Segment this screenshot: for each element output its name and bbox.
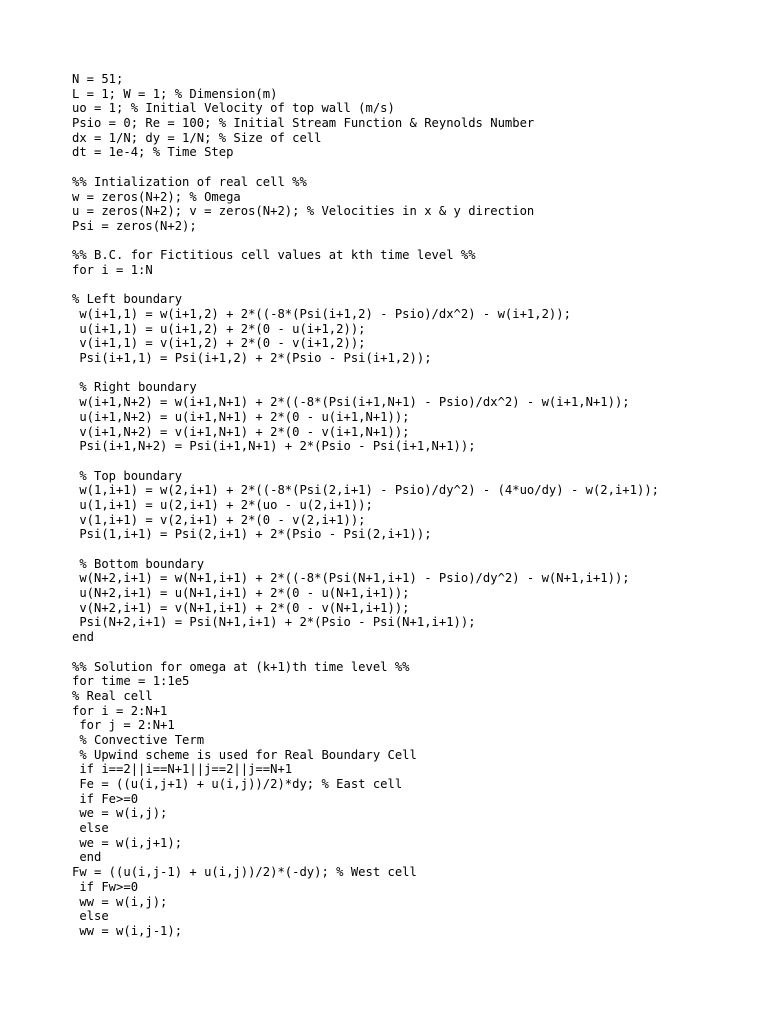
code-line: Fw = ((u(i,j-1) + u(i,j))/2)*(-dy); % West cell bbox=[72, 865, 417, 880]
code-line: end bbox=[72, 630, 95, 645]
code-line: w(1,i+1) = w(2,i+1) + 2*((-8*(Psi(2,i+1) - Psio)/dy^2) - (4*uo/dy) - w(2,i+1)); bbox=[72, 483, 659, 498]
code-line: Psi(1,i+1) = Psi(2,i+1) + 2*(Psio - Psi(2,i+1)); bbox=[72, 527, 432, 542]
code-line bbox=[72, 645, 659, 660]
code-line: else bbox=[72, 821, 109, 836]
code-line: v(i+1,N+2) = v(i+1,N+1) + 2*(0 - v(i+1,N+1)); bbox=[72, 424, 410, 439]
code-line: Psi(i+1,N+2) = Psi(i+1,N+1) + 2*(Psio - Psi(i+1,N+1)); bbox=[72, 439, 476, 454]
code-listing bbox=[72, 72, 659, 939]
code-line: if Fe>=0 bbox=[72, 791, 139, 806]
code-line: u(1,i+1) = u(2,i+1) + 2*(uo - u(2,i+1)); bbox=[72, 497, 373, 512]
code-line bbox=[72, 542, 659, 557]
code-line: Psi = zeros(N+2); bbox=[72, 218, 197, 233]
code-line: w(N+2,i+1) = w(N+1,i+1) + 2*((-8*(Psi(N+1,i+1) - Psio)/dy^2) - w(N+1,i+1)); bbox=[72, 571, 630, 586]
code-line: for j = 2:N+1 bbox=[72, 718, 175, 733]
code-line: end bbox=[72, 850, 102, 865]
code-line: dt = 1e-4; % Time Step bbox=[72, 145, 234, 160]
code-line: %% Intialization of real cell %% bbox=[72, 174, 307, 189]
code-line: ww = w(i,j-1); bbox=[72, 923, 183, 938]
code-line bbox=[72, 366, 659, 381]
code-line: w(i+1,1) = w(i+1,2) + 2*((-8*(Psi(i+1,2) - Psio)/dx^2) - w(i+1,2)); bbox=[72, 307, 571, 321]
code-line: % Top boundary bbox=[72, 468, 183, 483]
code-line: for i = 1:N bbox=[72, 262, 153, 277]
code-line: u = zeros(N+2); v = zeros(N+2); % Velocities in x & y direction bbox=[72, 204, 535, 219]
code-line: for time = 1:1e5 bbox=[72, 674, 190, 689]
code-line: for i = 2:N+1 bbox=[72, 703, 168, 718]
code-line: Fe = ((u(i,j+1) + u(i,j))/2)*dy; % East cell bbox=[72, 777, 403, 791]
code-line bbox=[72, 278, 659, 293]
code-line: v(i+1,1) = v(i+1,2) + 2*(0 - v(i+1,2)); bbox=[72, 336, 366, 351]
code-line: Psio = 0; Re = 100; % Initial Stream Function & Reynolds Number bbox=[72, 116, 535, 131]
code-line: %% Solution for omega at (k+1)th time level %% bbox=[72, 659, 410, 674]
code-line bbox=[72, 454, 659, 469]
code-line: %% B.C. for Fictitious cell values at kth time level %% bbox=[72, 248, 476, 263]
code-line: w = zeros(N+2); % Omega bbox=[72, 189, 241, 204]
code-line: % Real cell bbox=[72, 688, 153, 703]
code-line: dx = 1/N; dy = 1/N; % Size of cell bbox=[72, 130, 322, 145]
code-line: % Upwind scheme is used for Real Boundary Cell bbox=[72, 747, 417, 762]
code-line: we = w(i,j+1); bbox=[72, 835, 183, 850]
code-line: % Convective Term bbox=[72, 732, 205, 747]
code-line: L = 1; W = 1; % Dimension(m) bbox=[72, 86, 278, 101]
code-line: if Fw>=0 bbox=[72, 879, 139, 894]
code-line: else bbox=[72, 909, 109, 924]
code-line bbox=[72, 234, 659, 249]
code-line: if i==2||i==N+1||j==2||j==N+1 bbox=[72, 762, 293, 777]
code-line: N = 51; bbox=[72, 72, 124, 86]
code-line: u(i+1,1) = u(i+1,2) + 2*(0 - u(i+1,2)); bbox=[72, 321, 366, 336]
code-line: v(1,i+1) = v(2,i+1) + 2*(0 - v(2,i+1)); bbox=[72, 512, 366, 527]
code-line: uo = 1; % Initial Velocity of top wall (m/s) bbox=[72, 101, 395, 116]
code-line: Psi(i+1,1) = Psi(i+1,2) + 2*(Psio - Psi(i+1,2)); bbox=[72, 351, 432, 366]
code-line: % Left boundary bbox=[72, 292, 183, 307]
code-line: w(i+1,N+2) = w(i+1,N+1) + 2*((-8*(Psi(i+1,N+1) - Psio)/dx^2) - w(i+1,N+1)); bbox=[72, 395, 630, 410]
code-line: we = w(i,j); bbox=[72, 806, 168, 821]
code-line: v(N+2,i+1) = v(N+1,i+1) + 2*(0 - v(N+1,i+1)); bbox=[72, 600, 410, 615]
code-line: % Bottom boundary bbox=[72, 556, 205, 571]
code-line: Psi(N+2,i+1) = Psi(N+1,i+1) + 2*(Psio - Psi(N+1,i+1)); bbox=[72, 615, 476, 630]
code-line: % Right boundary bbox=[72, 380, 197, 395]
code-line bbox=[72, 160, 659, 175]
code-line: u(i+1,N+2) = u(i+1,N+1) + 2*(0 - u(i+1,N+1)); bbox=[72, 409, 410, 424]
code-line: u(N+2,i+1) = u(N+1,i+1) + 2*(0 - u(N+1,i+1)); bbox=[72, 586, 410, 601]
code-line: ww = w(i,j); bbox=[72, 894, 168, 909]
